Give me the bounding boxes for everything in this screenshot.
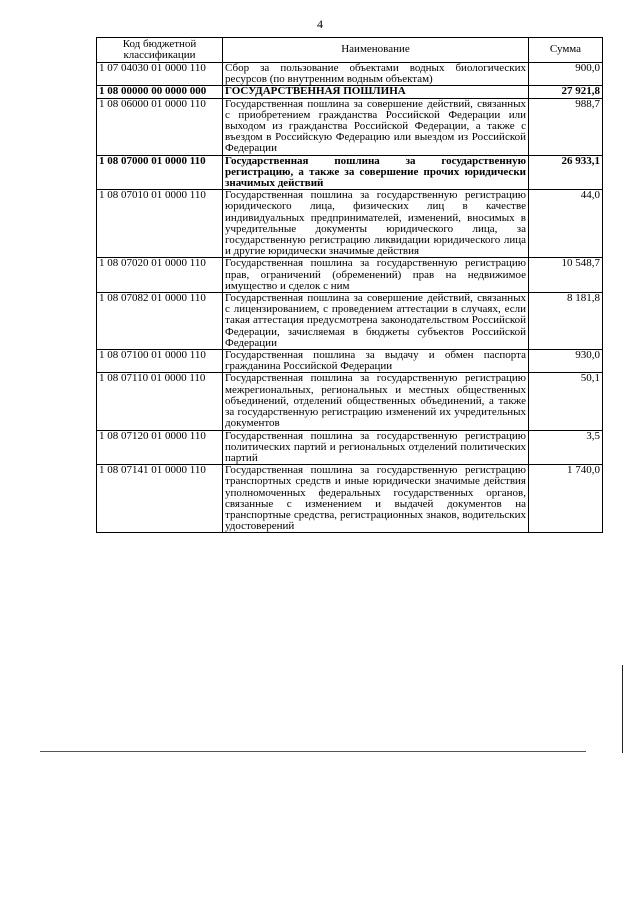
table-header-row — [97, 38, 603, 63]
row-name: Государственная пошлина за государственную регистрацию юридического лица, физических лиц в качестве индивидуальных предпринимателей, изменений, вносимых в учредительные документы юридического лица, за государственную регистрацию ликвидации юридического лица и другие юридически значимые действия — [223, 190, 529, 258]
table-row — [97, 373, 603, 430]
row-name: Государственная пошлина за выдачу и обмен паспорта гражданина Российской Федерации — [223, 350, 529, 373]
budget-table — [96, 37, 603, 533]
row-name: Государственная пошлина за государственную регистрацию, а также за совершение прочих юридически значимых действий — [223, 155, 529, 190]
table-row — [97, 350, 603, 373]
row-sum: 27 921,8 — [529, 86, 603, 98]
row-sum: 10 548,7 — [529, 258, 603, 293]
header-name: Наименование — [223, 38, 529, 63]
table-row — [97, 465, 603, 533]
table-row — [97, 155, 603, 190]
row-name: Государственная пошлина за государственную регистрацию политических партий и региональных отделений политических партий — [223, 430, 529, 465]
row-sum: 44,0 — [529, 190, 603, 258]
table-row — [97, 98, 603, 155]
row-code: 1 08 00000 00 0000 000 — [97, 86, 223, 98]
row-code: 1 08 07120 01 0000 110 — [97, 430, 223, 465]
row-name: Государственная пошлина за совершение действий, связанных с лицензированием, с проведением аттестации в случаях, если такая аттестация предусмотрена законодательством Российской Федерации, зачисляемая в бюджеты субъектов Российской Федерации — [223, 293, 529, 350]
row-code: 1 08 07000 01 0000 110 — [97, 155, 223, 190]
row-name: Государственная пошлина за государственную регистрацию прав, ограничений (обременений) прав на недвижимое имущество и сделок с ним — [223, 258, 529, 293]
row-name: Государственная пошлина за государственную регистрацию транспортных средств и иные юридически значимые действия уполномоченных федеральных государственных органов, связанные с изменением и выдачей документов на транспортные средства, регистрационных знаков, водительских удостоверений — [223, 465, 529, 533]
table-body — [97, 63, 603, 533]
scan-edge-mark — [622, 665, 623, 753]
row-name: ГОСУДАРСТВЕННАЯ ПОШЛИНА — [223, 86, 529, 98]
row-name: Государственная пошлина за государственную регистрацию межрегиональных, региональных и местных общественных объединений, отделений общественных объединений, а также за государственную регистрацию изменений их учредительных документов — [223, 373, 529, 430]
row-sum: 26 933,1 — [529, 155, 603, 190]
row-sum: 3,5 — [529, 430, 603, 465]
row-code: 1 08 07110 01 0000 110 — [97, 373, 223, 430]
row-code: 1 08 07082 01 0000 110 — [97, 293, 223, 350]
row-code: 1 08 07020 01 0000 110 — [97, 258, 223, 293]
row-sum: 988,7 — [529, 98, 603, 155]
header-sum: Сумма — [529, 38, 603, 63]
row-code: 1 08 07100 01 0000 110 — [97, 350, 223, 373]
table-row — [97, 86, 603, 98]
row-sum: 1 740,0 — [529, 465, 603, 533]
row-sum: 8 181,8 — [529, 293, 603, 350]
row-sum: 50,1 — [529, 373, 603, 430]
page-number: 4 — [317, 17, 323, 31]
row-code: 1 07 04030 01 0000 110 — [97, 63, 223, 86]
table-row — [97, 63, 603, 86]
table-row — [97, 190, 603, 258]
row-code: 1 08 06000 01 0000 110 — [97, 98, 223, 155]
row-code: 1 08 07010 01 0000 110 — [97, 190, 223, 258]
table-row — [97, 293, 603, 350]
row-name: Сбор за пользование объектами водных биологических ресурсов (по внутренним водным объектам) — [223, 63, 529, 86]
row-sum: 900,0 — [529, 63, 603, 86]
row-code: 1 08 07141 01 0000 110 — [97, 465, 223, 533]
page-divider-line — [40, 751, 586, 752]
row-sum: 930,0 — [529, 350, 603, 373]
header-code: Код бюджетной классификации — [97, 38, 223, 63]
table-row — [97, 430, 603, 465]
table-row — [97, 258, 603, 293]
row-name: Государственная пошлина за совершение действий, связанных с приобретением гражданства Российской Федерации или выходом из гражданства Российской Федерации, а также с въездом в Российскую Федерацию или выездом из Российской Федерации — [223, 98, 529, 155]
